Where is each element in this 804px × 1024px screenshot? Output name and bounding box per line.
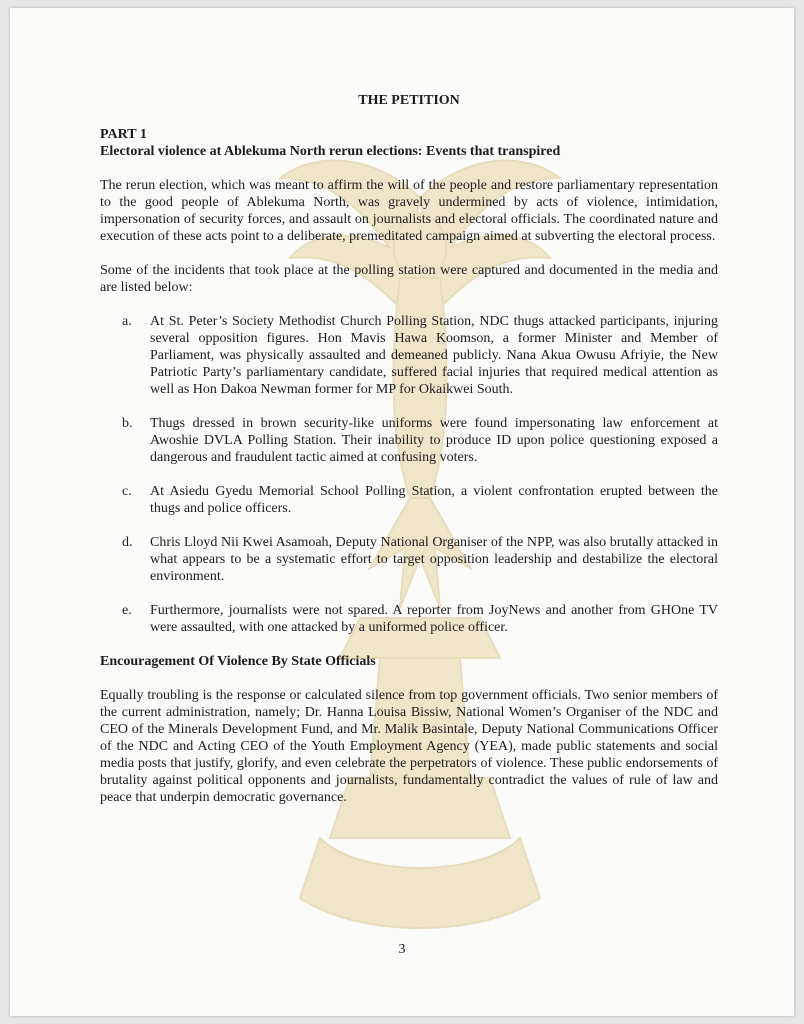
document-body — [100, 92, 718, 823]
list-item-text: Furthermore, journalists were not spared. A reporter from JoyNews and another from GHOne TV were assaulted, with one attacked by a uniformed police officer. — [150, 603, 718, 635]
list-marker: e. — [122, 603, 132, 618]
list-item — [100, 602, 718, 636]
intro-paragraph: The rerun election, which was meant to affirm the will of the people and restore parliamentary representation to the good people of Ablekuma North, was gravely undermined by acts of violence, intimidation, impersonation of security forces, and assault on journalists and electoral officials. The coordinated nature and execution of these acts point to a deliberate, premeditated campaign aimed at subverting the electoral process. — [100, 178, 718, 244]
part-label: PART 1 — [100, 127, 147, 142]
list-marker: d. — [122, 535, 133, 550]
list-item-text: At Asiedu Gyedu Memorial School Polling Station, a violent confrontation erupted between the thugs and police officers. — [150, 484, 718, 516]
list-item-text: At St. Peter’s Society Methodist Church Polling Station, NDC thugs attacked participants, injuring several opposition figures. Hon Mavis Hawa Koomson, a former Minister and Member of Parliament, was physically assaulted and demeaned publicly. Nana Akua Owusu Afriyie, the New Patriotic Party’s parliamentary candidate, suffered facial injuries that required medical attention as well as Hon Dakoa Newman former for MP for Okaikwei South. — [150, 314, 718, 397]
list-item-text: Chris Lloyd Nii Kwei Asamoah, Deputy National Organiser of the NPP, was also brutally attacked in what appears to be a systematic effort to target opposition leadership and destabilize the electoral environment. — [150, 535, 718, 584]
section-heading: Electoral violence at Ablekuma North rerun elections: Events that transpired — [100, 144, 561, 159]
list-marker: c. — [122, 484, 132, 499]
list-item — [100, 534, 718, 585]
sub-heading: Encouragement Of Violence By State Officials — [100, 654, 376, 669]
list-item — [100, 483, 718, 517]
page-title: THE PETITION — [358, 93, 460, 108]
list-item — [100, 313, 718, 398]
list-item-text: Thugs dressed in brown security-like uniforms were found impersonating law enforcement at Awoshie DVLA Polling Station. Their inability to produce ID upon police questioning exposed a dangerous and fraudulent tactic aimed at confusing voters. — [150, 416, 718, 465]
list-marker: a. — [122, 314, 132, 329]
page-number: 3 — [398, 942, 406, 957]
incident-list — [100, 313, 718, 636]
lead-paragraph: Some of the incidents that took place at the polling station were captured and documented in the media and are listed below: — [100, 263, 718, 295]
document-page — [10, 8, 794, 1016]
list-marker: b. — [122, 416, 133, 431]
list-item — [100, 415, 718, 466]
closing-paragraph: Equally troubling is the response or calculated silence from top government officials. Two senior members of the current administration, namely; Dr. Hanna Louisa Bissiw, National Women’s Organiser of the NDC and CEO of the Minerals Development Fund, and Mr. Malik Basintale, Deputy National Communications Officer of the NDC and Acting CEO of the Youth Employment Agency (YEA), made public statements and social media posts that justify, glorify, and even celebrate the perpetrators of violence. These public endorsements of brutality against political opponents and journalists, fundamentally contradict the values of rule of law and peace that underpin democratic governance. — [100, 688, 718, 805]
